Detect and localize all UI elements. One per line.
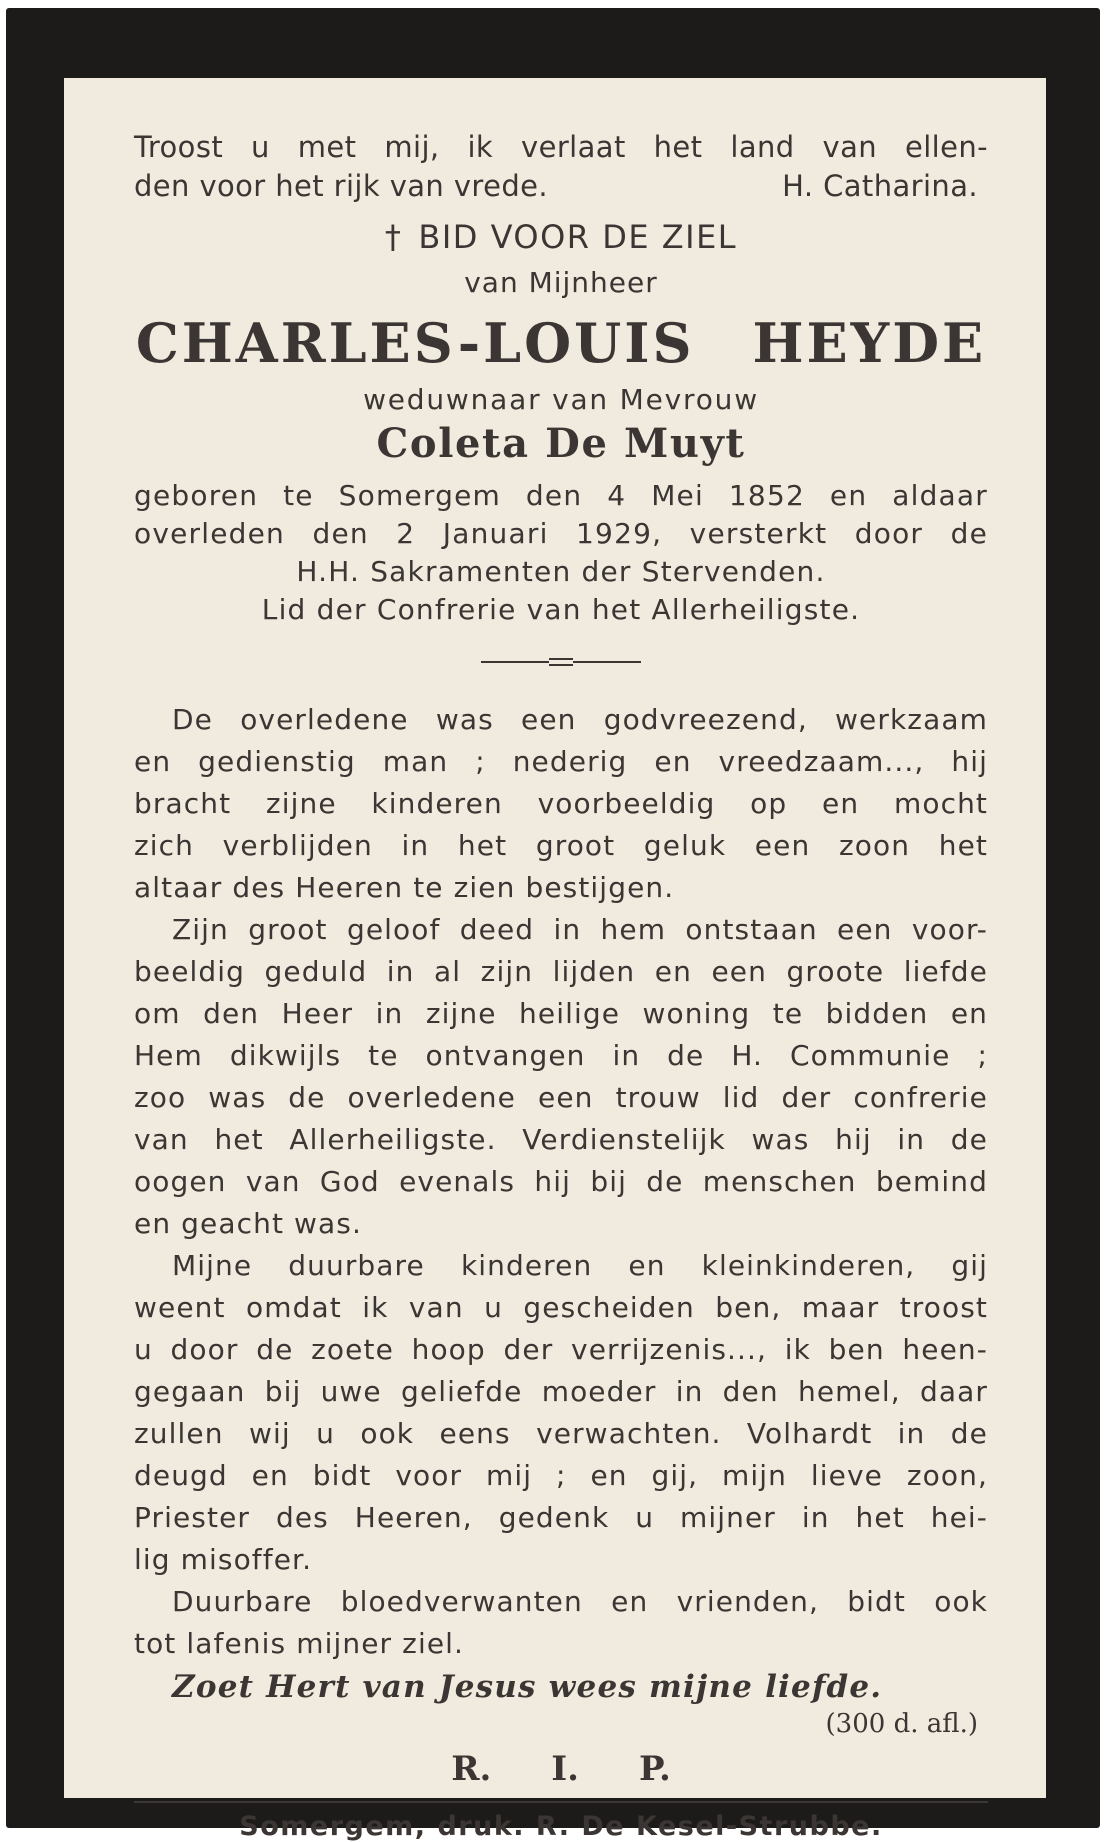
rip-letter-p: P. [639, 1749, 671, 1789]
epigraph-source: H. Catharina. [782, 169, 978, 203]
rip-letter-i: I. [551, 1749, 580, 1789]
deceased-first-name: CHARLES-LOUIS [135, 311, 695, 375]
dates-line-2: overleden den 2 Januari 1929, versterkt door de [134, 517, 988, 550]
paragraph-1-line: zich verblijden in het groot geluk een zoon het [134, 829, 988, 862]
cross-icon: † [384, 218, 403, 256]
paragraph-2-line: beeldig geduld in al zijn lijden en een groote liefde [134, 955, 988, 988]
paragraph-2-line: Zijn groot geloof deed in hem ontstaan een voor- [172, 913, 988, 946]
body-text [134, 699, 988, 1665]
paragraph-2-line: om den Heer in zijne heilige woning te bidden en [134, 997, 988, 1030]
paragraph-2-line: oogen van God evenals hij bij de menschen bemind [134, 1165, 988, 1198]
paragraph-2-line: en geacht was. [134, 1207, 362, 1240]
paragraph-3-line: lig misoffer. [134, 1543, 313, 1576]
mourning-border [6, 8, 1100, 1842]
paragraph-3-line: u door de zoete hoop der verrijzenis..., ik ben heen- [134, 1333, 988, 1366]
paragraph-4-line: tot lafenis mijner ziel. [134, 1627, 465, 1660]
epigraph-text: den voor het rijk van vrede. [134, 169, 548, 203]
life-dates [134, 477, 988, 629]
rip-letter-r: R. [451, 1749, 492, 1789]
dates-line-1: geboren te Somergem den 4 Mei 1852 en aldaar [134, 479, 988, 512]
paragraph-1-line: altaar des Heeren te zien bestijgen. [134, 871, 675, 904]
prayer-heading-line [134, 218, 988, 256]
paragraph-2-line: van het Allerheiligste. Verdienstelijk was hij in de [134, 1123, 988, 1156]
paragraph-1-line: en gedienstig man ; nederig en vreedzaam..., hij [134, 745, 988, 778]
paragraph-3-line: Priester des Heeren, gedenk u mijner in het hei- [134, 1501, 988, 1534]
epigraph [134, 128, 988, 206]
paragraph-1-line: De overledene was een godvreezend, werkzaam [172, 703, 988, 736]
motto: Zoet Hert van Jesus wees mijne liefde. [172, 1669, 883, 1705]
paragraph-3-line: gegaan bij uwe geliefde moeder in den hemel, daar [134, 1375, 988, 1408]
memorial-card [64, 78, 1046, 1842]
wife-name: Coleta De Muyt [376, 420, 746, 467]
paragraph-1-line: bracht zijne kinderen voorbeeldig op en mocht [134, 787, 988, 820]
paragraph-2-line: Hem dikwijls te ontvangen in de H. Communie ; [134, 1039, 988, 1072]
paragraph-4-line: Duurbare bloedverwanten en vrienden, bidt ook [172, 1585, 988, 1618]
prayer-heading: BID VOOR DE ZIEL [418, 218, 738, 256]
rip-letters [134, 1749, 988, 1789]
paragraph-3-line: zullen wij u ook eens verwachten. Volhardt in de [134, 1417, 988, 1450]
dates-line-3: H.H. Sakramenten der Stervenden. [296, 555, 826, 588]
salutation: van Mijnheer [464, 266, 658, 299]
epigraph-line-1: Troost u met mij, ik verlaat het land van ellen- [134, 130, 988, 164]
indulgence-note: (300 d. afl.) [825, 1709, 978, 1739]
epigraph-line-2 [134, 167, 988, 206]
paragraph-2-line: zoo was de overledene een trouw lid der confrerie [134, 1081, 988, 1114]
deceased-last-name: HEYDE [752, 311, 987, 375]
paragraph-3-line: Mijne duurbare kinderen en kleinkinderen, gij [172, 1249, 988, 1282]
paragraph-3-line: deugd en bidt voor mij ; en gij, mijn lieve zoon, [134, 1459, 988, 1492]
dates-line-4: Lid der Confrerie van het Allerheiligste. [261, 593, 861, 626]
ornamental-divider [481, 655, 641, 669]
printer-imprint: Somergem, druk. R. De Kesel-Strubbe. [239, 1811, 883, 1842]
widower-of: weduwnaar van Mevrouw [363, 383, 759, 416]
divider-ornament-icon [549, 658, 573, 666]
paragraph-3-line: weent omdat ik van u gescheiden ben, maar troost [134, 1291, 988, 1324]
deceased-name [134, 311, 988, 375]
footer-rule [134, 1801, 988, 1803]
